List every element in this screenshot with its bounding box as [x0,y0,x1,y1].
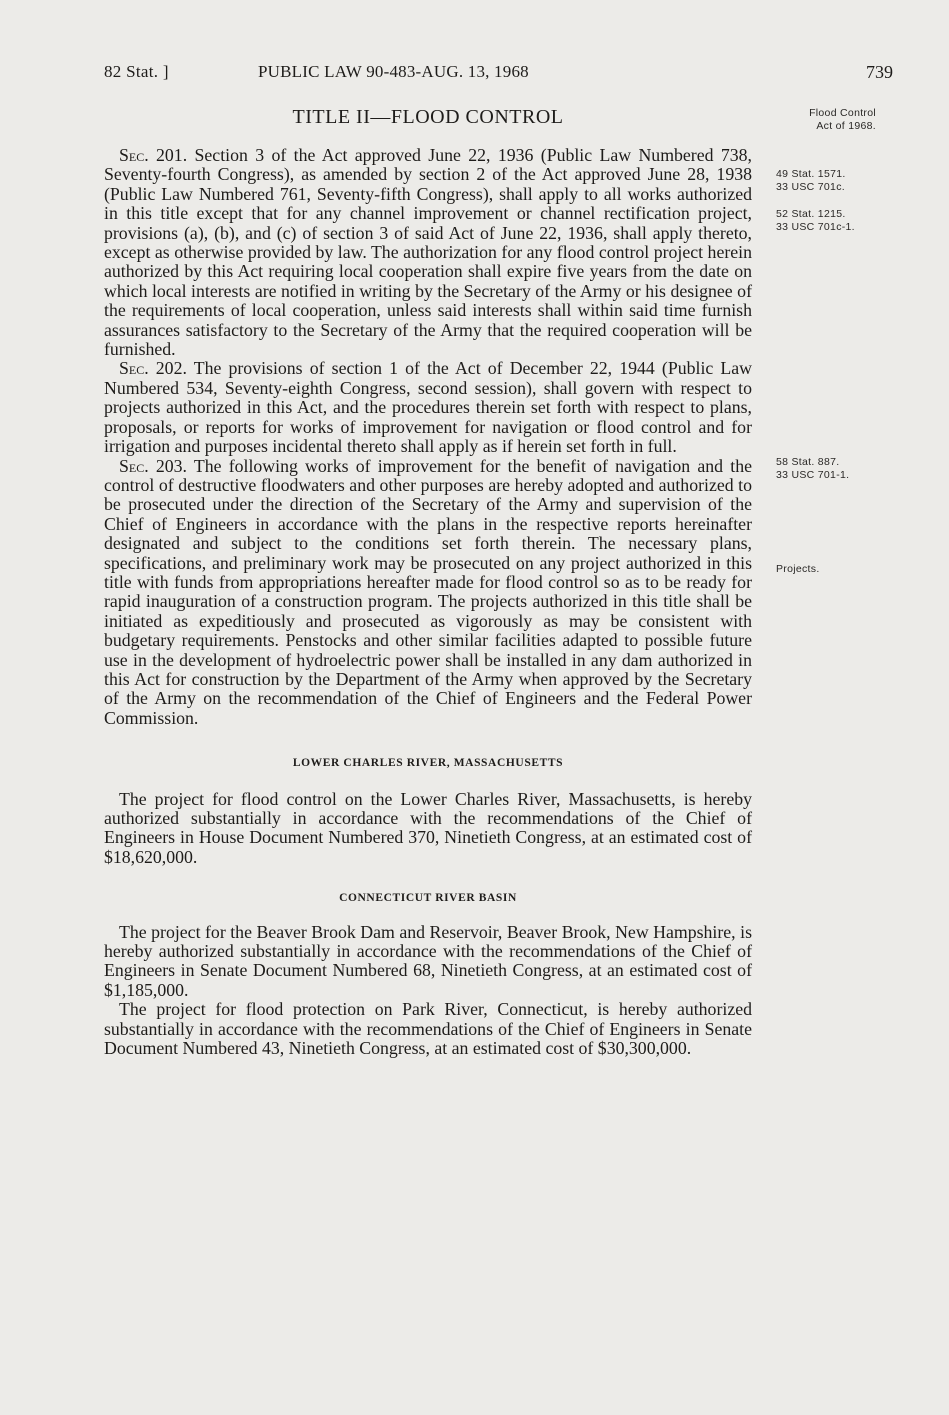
margin-note-citation-2 [776,208,855,234]
margin-note-line: 33 USC 701c-1. [776,221,855,233]
section-label: Sec. 202. [119,358,187,379]
title-heading: TITLE II—FLOOD CONTROL [292,106,564,128]
section-text: The following works of improvement for the benefit of navigation and the control of destructive floodwaters and other purposes are hereby adopted and authorized to be prosecuted under the direction of the Secretary of the Army and supervision of the Chief of Engineers in accordance with the plans in the respective reports hereinafter designated and subject to the conditions set forth therein. The necessary plans, specifications, and preliminary work may be prosecuted on any project authorized in this title with funds from appropriations hereafter made for flood control so as to be ready for rapid inauguration of a construction program. The projects authorized in this title shall be initiated as expeditiously and prosecuted as vigorously as may be consistent with budgetary requirements. Penstocks and other similar facilities adapted to possible future use in the development of hydroelectric power shall be installed in any dam authorized in this Act for construction by the Department of the Army when approved by the Secretary of the Army on the recommendation of the Chief of Engineers and the Federal Power Commission. [104,455,752,728]
page-number: 739 [866,62,893,82]
project-heading-connecticut: CONNECTICUT RIVER BASIN [339,892,517,905]
project-heading-lower-charles: LOWER CHARLES RIVER, MASSACHUSETTS [292,757,564,770]
project-paragraph: The project for the Beaver Brook Dam and Reservoir, Beaver Brook, New Hampshire, is hereby authorized substantially in accordance with the recommendations of the Chief of Engineers in Senate Document Numbered 68, Ninetieth Congress, at an estimated cost of $1,185,000. [104,921,752,1000]
margin-note-line: Flood Control [809,107,876,119]
margin-note-line: Act of 1968. [816,120,876,132]
margin-note-citation-1 [776,168,846,194]
section-203 [104,457,752,729]
section-label: Sec. 201. [119,145,188,165]
margin-note-line: 58 Stat. 887. [776,456,840,468]
margin-note-projects: Projects. [776,563,820,575]
section-text: Section 3 of the Act approved June 22, 1936 (Public Law Numbered 738, Seventy-fourth Congress), as amended by section 2 of the Act approved June 28, 1938 (Public Law Numbered 761, Seventy-fifth Congress), shall apply to all works authorized in this title except that for any channel improvement or channel rectification project, provisions (a), (b), and (c) of section 3 of said Act of June 22, 1936, shall apply thereto, except as otherwise provided by law. The authorization for any flood control project herein authorized by this Act requiring local cooperation shall expire five years from the date on which local interests are notified in writing by the Secretary of the Army or his designee of the requirements of local cooperation, unless said interests shall within said time furnish assurances satisfactory to the Secretary of the Army that the required cooperation will be furnished. [104,145,752,360]
running-head: PUBLIC LAW 90-483-AUG. 13, 1968 [258,62,529,81]
section-202 [104,359,752,456]
section-label: Sec. 203. [119,455,187,476]
margin-note-act-title [760,107,876,133]
section-text: The provisions of section 1 of the Act of December 22, 1944 (Public Law Numbered 534, Seventy-eighth Congress, second session), shall govern with respect to projects authorized in this Act, and the procedures therein set forth with respect to plans, proposals, or reports for works of improvement for navigation or flood control and for irrigation and purposes incidental thereto shall apply as if herein set forth in full. [104,358,753,457]
project-paragraph: The project for flood control on the Lower Charles River, Massachusetts, is hereby authorized substantially in accordance with the recommendations of the Chief of Engineers in House Document Numbered 370, Ninetieth Congress, at an estimated cost of $18,620,000. [104,788,752,867]
margin-note-line: 33 USC 701-1. [776,469,850,481]
margin-note-line: 52 Stat. 1215. [776,208,846,220]
page-header [0,62,949,88]
body-text [104,146,752,1058]
margin-note-line: 49 Stat. 1571. [776,168,846,180]
margin-note-citation-3 [776,456,849,482]
statute-reference: 82 Stat. ] [104,62,169,81]
margin-note-line: 33 USC 701c. [776,181,845,193]
section-201 [104,146,752,359]
project-paragraph: The project for flood protection on Park River, Connecticut, is hereby authorized substantially in accordance with the recommendations of the Chief of Engineers in Senate Document Numbered 43, Ninetieth Congress, at an estimated cost of $30,300,000. [104,999,752,1059]
